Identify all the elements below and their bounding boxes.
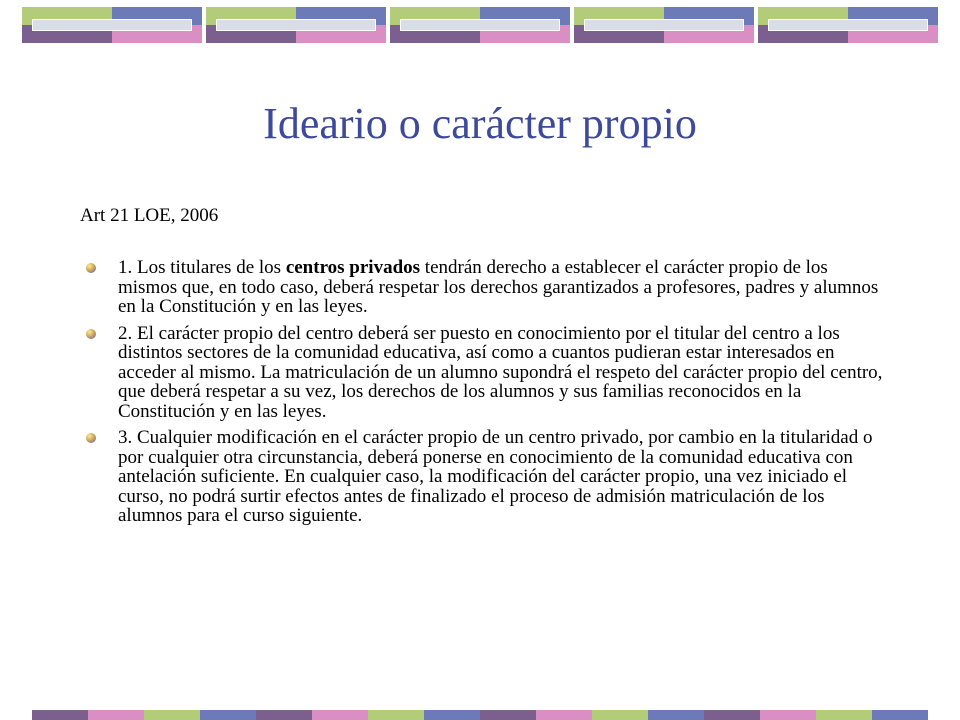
bullet-text: 3. Cualquier modificación en el carácter propio de un centro privado, por cambio en la titularidad o por cualquier otra circunstancia, deberá ponerse en conocimiento de la comunidad educativa con antelación suficiente. En cualquier caso, la modificación del carácter propio, una vez iniciado el curso, no podrá surtir efectos antes de finalizado el proceso de admisión matriculación de los alumnos para el curso siguiente. bbox=[118, 427, 873, 526]
bullet-item bbox=[86, 428, 886, 526]
decorative-segment bbox=[368, 710, 424, 720]
decorative-segment bbox=[760, 710, 816, 720]
bullet-icon bbox=[86, 329, 96, 339]
decorative-tile bbox=[574, 7, 754, 43]
slide-subtitle: Art 21 LOE, 2006 bbox=[80, 205, 219, 226]
decorative-segment bbox=[592, 710, 648, 720]
bullet-item bbox=[86, 324, 886, 422]
decorative-segment bbox=[312, 710, 368, 720]
decorative-segment bbox=[648, 710, 704, 720]
bottom-decorative-strip bbox=[32, 710, 960, 720]
decorative-segment bbox=[424, 710, 480, 720]
bullet-text-pre: 1. Los titulares de los bbox=[118, 257, 286, 278]
bullet-text-post: tendrán derecho a establecer el carácter propio de los mismos que, en todo caso, deberá respetar los derechos garantizados a profesores, padres y alumnos en la Constitución y en las leyes. bbox=[118, 257, 879, 317]
decorative-tile bbox=[758, 7, 938, 43]
bullet-text: 2. El carácter propio del centro deberá ser puesto en conocimiento por el titular del centro a los distintos sectores de la comunidad educativa, así como a cuantos pudieran estar interesados en acceder al mismo. La matriculación de un alumno supondrá el respeto del carácter propio del centro, que deberá respetar a su vez, los derechos de los alumnos y sus familias reconocidos en la Constitución y en las leyes. bbox=[118, 322, 883, 422]
decorative-segment bbox=[200, 710, 256, 720]
decorative-segment bbox=[816, 710, 872, 720]
bullet-text-bold: centros privados bbox=[285, 257, 421, 278]
decorative-tile bbox=[390, 7, 570, 43]
decorative-segment bbox=[872, 710, 928, 720]
decorative-segment bbox=[704, 710, 760, 720]
bullet-icon bbox=[86, 433, 96, 443]
decorative-segment bbox=[88, 710, 144, 720]
decorative-segment bbox=[536, 710, 592, 720]
decorative-segment bbox=[480, 710, 536, 720]
bullet-item bbox=[86, 258, 886, 317]
bullet-icon bbox=[86, 263, 96, 273]
decorative-segment bbox=[256, 710, 312, 720]
decorative-tile bbox=[206, 7, 386, 43]
decorative-tile bbox=[22, 7, 202, 43]
top-decorative-banner bbox=[0, 0, 960, 60]
bullet-list bbox=[86, 258, 886, 533]
slide-title: Ideario o carácter propio bbox=[263, 99, 697, 148]
decorative-segment bbox=[32, 710, 88, 720]
decorative-segment bbox=[144, 710, 200, 720]
